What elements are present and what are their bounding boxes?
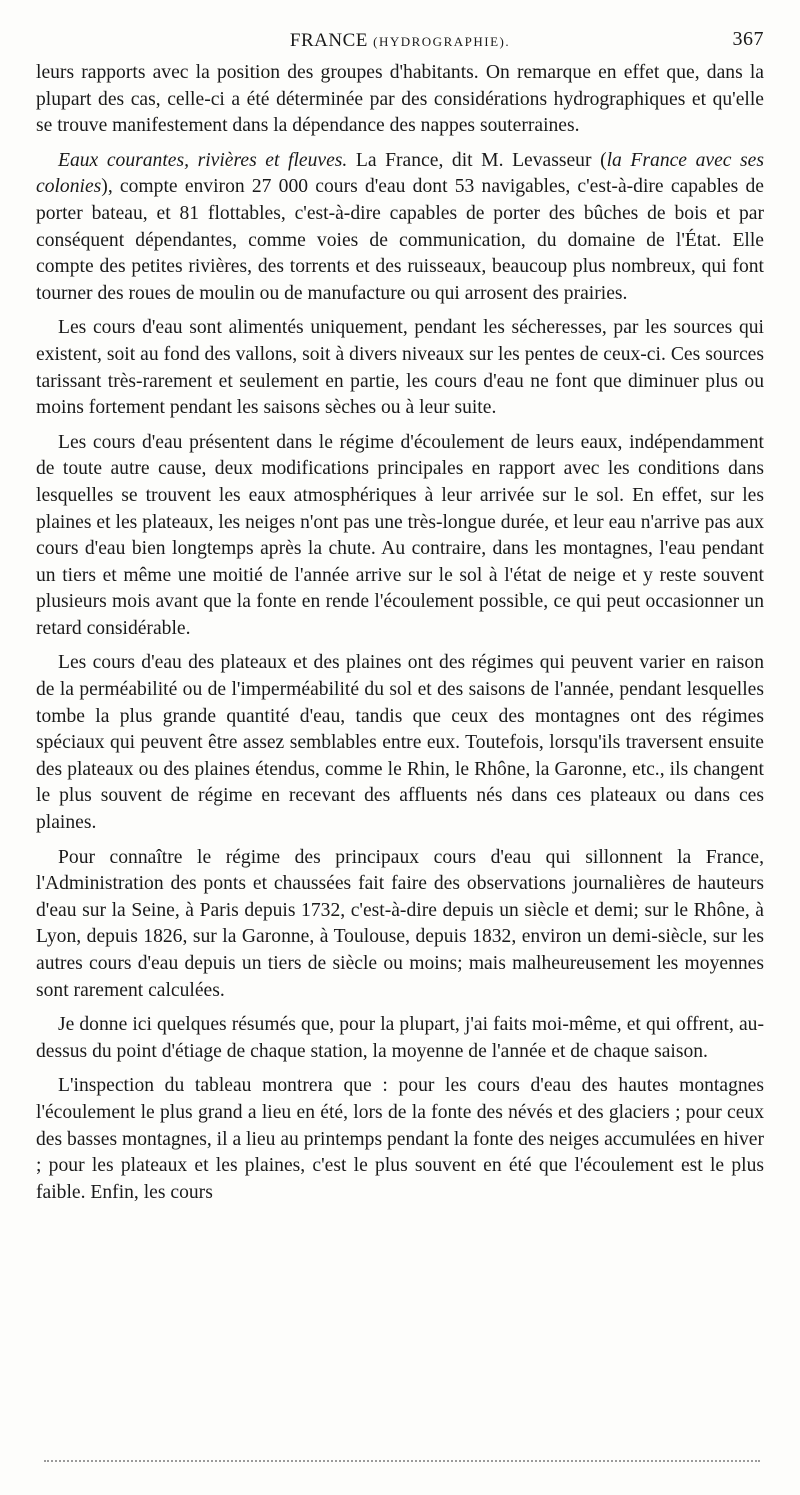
running-head [36,24,764,60]
paragraph-6: Pour connaître le régime des principaux cours d'eau qui sillonnent la France, l'Administration des ponts et chaussées fait faire des observations journalières de hauteurs d'eau sur la Seine, à Paris depuis 1732, c'est-à-dire depuis un siècle et demi; sur le Rhône, à Lyon, depuis 1826, sur la Garonne, à Toulouse, depuis 1832, environ un demi-siècle, sur les autres cours d'eau depuis un tiers de siècle ou moins; mais malheureusement les moyennes sont rarement calculées. [36,846,764,1001]
running-title-sub: (HYDROGRAPHIE). [373,34,511,49]
paragraph-2-part-a: La France, dit M. Levasseur ( [347,149,607,171]
body-text [36,60,764,1206]
paragraph-5: Les cours d'eau des plateaux et des plaines ont des régimes qui peuvent varier en raison de la perméabilité ou de l'imperméabilité du sol et des saisons de l'année, pendant lesquelles tombe la plus grande quantité d'eau, tandis que ceux des montagnes ont des régimes spéciaux qui peuvent être assez semblables entre eux. Toutefois, lorsqu'ils traversent ensuite des plateaux ou des plaines étendus, comme le Rhin, le Rhône, la Garonne, etc., ils changent le plus souvent de régime en recevant des affluents nés dans ces plateaux ou dans ces plaines. [36,652,764,834]
section-heading: Eaux courantes, rivières et fleuves. [58,149,348,171]
paragraph-4: Les cours d'eau présentent dans le régime d'écoulement de leurs eaux, indépendamment de toute autre cause, deux modifications principales en rapport avec les conditions dans lesquelles se trouvent les eaux atmosphériques à leur arrivée sur le sol. En effet, sur les plaines et les plateaux, les neiges n'ont pas une très-longue durée, et leur eau n'arrive pas aux cours d'eau bien longtemps après la chute. Au contraire, dans les montagnes, l'eau pendant un tiers et même une moitié de l'année arrive sur le sol à l'état de neige et y reste souvent plusieurs mois avant que la fonte en rende l'écoulement possible, ce qui peut occasionner un retard considérable. [36,431,764,639]
paragraph-2 [36,148,764,308]
paragraph-3: Les cours d'eau sont alimentés uniquement, pendant les sécheresses, par les sources qui existent, soit au fond des vallons, soit à divers niveaux sur les pentes de ceux-ci. Ces sources tarissant très-rarement et seulement en partie, les cours d'eau ne font que diminuer plus ou moins fortement pendant les saisons sèches ou à leur suite. [36,317,764,419]
book-title: la France avec ses colonies [36,149,764,198]
bottom-dotted-rule [44,1460,760,1462]
running-title [36,30,764,52]
paragraph-2-part-b: ), compte environ 27 000 cours d'eau dont 53 navigables, c'est-à-dire capables de porter bateau, et 81 flottables, c'est-à-dire capables de porter des bûches de bois et par conséquent dépendantes, comme voies de communication, du domaine de l'État. Elle compte des petites rivières, des torrents et des ruisseaux, beaucoup plus nombreux, qui font tourner des roues de moulin ou de manufacture ou qui arrosent des prairies. [36,176,764,304]
paragraph-7: Je donne ici quelques résumés que, pour la plupart, j'ai faits moi-même, et qui offrent, au-dessus du point d'étiage de chaque station, la moyenne de l'année et de chaque saison. [36,1014,764,1062]
paragraph-8: L'inspection du tableau montrera que : pour les cours d'eau des hautes montagnes l'écoulement le plus grand a lieu en été, lors de la fonte des névés et des glaciers ; pour ceux des basses montagnes, il a lieu au printemps pendant la fonte des neiges accumulées en hiver ; pour les plateaux et les plaines, c'est le plus souvent en été que l'écoulement est le plus faible. Enfin, les cours [36,1075,765,1203]
page [36,24,764,1214]
paragraph-1: leurs rapports avec la position des groupes d'habitants. On remarque en effet que, dans la plupart des cas, celle-ci a été déterminée par des considérations hydrographiques et qu'elle se trouve manifestement dans la dépendance des nappes souterraines. [36,62,764,137]
running-title-main: FRANCE [289,30,368,51]
page-number: 367 [732,28,764,50]
